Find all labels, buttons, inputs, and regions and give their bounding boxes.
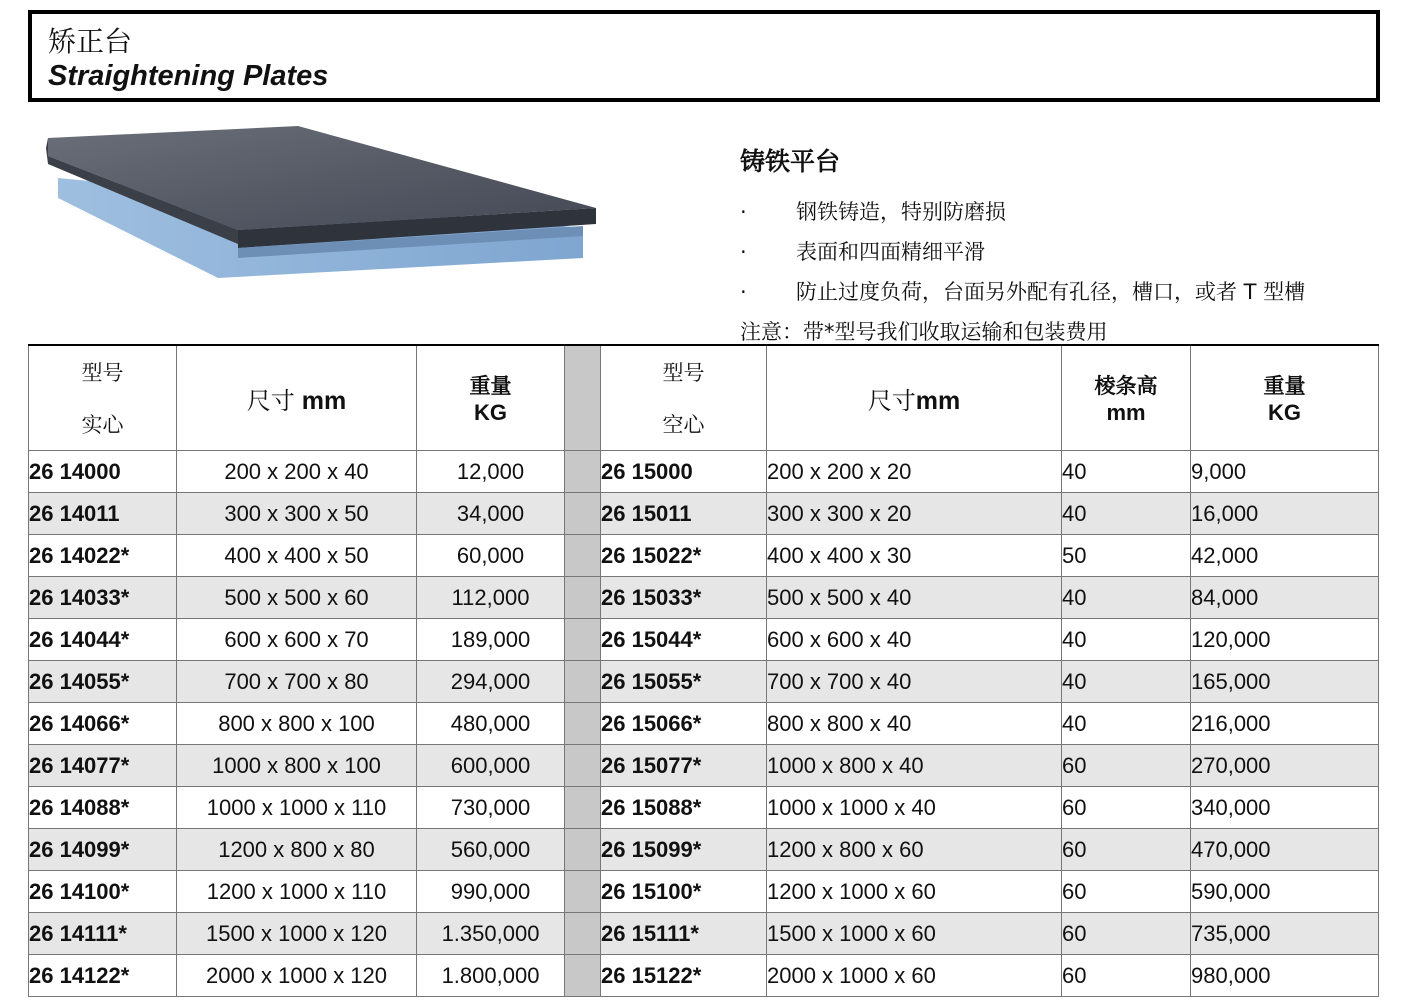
- right-weight: 980,000: [1191, 955, 1379, 997]
- left-size: 600 x 600 x 70: [177, 619, 417, 661]
- right-size: 1000 x 1000 x 40: [767, 787, 1062, 829]
- right-size: 200 x 200 x 20: [767, 451, 1062, 493]
- rib-height: 40: [1062, 577, 1191, 619]
- right-weight: 735,000: [1191, 913, 1379, 955]
- header-rib-height: 棱条高 mm: [1062, 345, 1191, 451]
- right-weight: 120,000: [1191, 619, 1379, 661]
- description-title: 铸铁平台: [740, 147, 841, 176]
- feature-text: 防止过度负荷，台面另外配有孔径，槽口，或者 T 型槽: [796, 280, 1306, 304]
- right-size: 400 x 400 x 30: [767, 535, 1062, 577]
- table-separator: [565, 619, 601, 661]
- left-weight: 730,000: [417, 787, 565, 829]
- rib-height: 40: [1062, 703, 1191, 745]
- right-weight: 165,000: [1191, 661, 1379, 703]
- table-row: [29, 913, 1379, 955]
- table-separator: [565, 345, 601, 451]
- table-separator: [565, 871, 601, 913]
- right-model-code: 26 15011: [601, 493, 767, 535]
- left-model-code: 26 14055*: [29, 661, 177, 703]
- right-model-code: 26 15033*: [601, 577, 767, 619]
- table-separator: [565, 829, 601, 871]
- left-size: 1200 x 1000 x 110: [177, 871, 417, 913]
- right-size: 1200 x 800 x 60: [767, 829, 1062, 871]
- table-separator: [565, 913, 601, 955]
- left-size: 1500 x 1000 x 120: [177, 913, 417, 955]
- left-model-code: 26 14099*: [29, 829, 177, 871]
- shipping-note: 注意：带*型号我们收取运输和包装费用: [740, 320, 1108, 344]
- left-size: 2000 x 1000 x 120: [177, 955, 417, 997]
- right-model-code: 26 15000: [601, 451, 767, 493]
- right-weight: 216,000: [1191, 703, 1379, 745]
- bullet-dot: ·: [740, 200, 747, 224]
- right-weight: 590,000: [1191, 871, 1379, 913]
- table-row: [29, 535, 1379, 577]
- table-separator: [565, 493, 601, 535]
- table-separator: [565, 535, 601, 577]
- rib-height: 40: [1062, 493, 1191, 535]
- left-weight: 990,000: [417, 871, 565, 913]
- bullet-dot: ·: [740, 240, 747, 264]
- table-separator: [565, 703, 601, 745]
- header-weight-right: 重量 KG: [1191, 345, 1379, 451]
- table-row: [29, 451, 1379, 493]
- left-model-code: 26 14066*: [29, 703, 177, 745]
- left-size: 700 x 700 x 80: [177, 661, 417, 703]
- left-weight: 12,000: [417, 451, 565, 493]
- left-model-code: 26 14011: [29, 493, 177, 535]
- rib-height: 60: [1062, 871, 1191, 913]
- right-size: 1500 x 1000 x 60: [767, 913, 1062, 955]
- header-weight-left: 重量 KG: [417, 345, 565, 451]
- left-model-code: 26 14022*: [29, 535, 177, 577]
- header-model-solid: 型号 实心: [29, 345, 177, 451]
- table-row: [29, 619, 1379, 661]
- table-row: [29, 787, 1379, 829]
- left-size: 300 x 300 x 50: [177, 493, 417, 535]
- right-model-code: 26 15044*: [601, 619, 767, 661]
- feature-bullet: [740, 192, 1400, 232]
- right-weight: 16,000: [1191, 493, 1379, 535]
- right-size: 700 x 700 x 40: [767, 661, 1062, 703]
- left-size: 1200 x 800 x 80: [177, 829, 417, 871]
- table-row: [29, 745, 1379, 787]
- title-box: [28, 10, 1380, 102]
- table-row: [29, 955, 1379, 997]
- table-separator: [565, 577, 601, 619]
- header-size-left: 尺寸 mm: [177, 345, 417, 451]
- feature-text: 表面和四面精细平滑: [796, 240, 985, 264]
- table-row: [29, 493, 1379, 535]
- left-weight: 294,000: [417, 661, 565, 703]
- left-model-code: 26 14077*: [29, 745, 177, 787]
- table-separator: [565, 745, 601, 787]
- left-model-code: 26 14111*: [29, 913, 177, 955]
- left-weight: 560,000: [417, 829, 565, 871]
- bullet-dot: ·: [740, 280, 747, 304]
- right-weight: 470,000: [1191, 829, 1379, 871]
- right-weight: 42,000: [1191, 535, 1379, 577]
- left-model-code: 26 14122*: [29, 955, 177, 997]
- right-weight: 340,000: [1191, 787, 1379, 829]
- left-weight: 60,000: [417, 535, 565, 577]
- left-model-code: 26 14100*: [29, 871, 177, 913]
- right-model-code: 26 15066*: [601, 703, 767, 745]
- header-model-hollow: 型号 空心: [601, 345, 767, 451]
- right-size: 2000 x 1000 x 60: [767, 955, 1062, 997]
- right-size: 1000 x 800 x 40: [767, 745, 1062, 787]
- left-weight: 189,000: [417, 619, 565, 661]
- right-model-code: 26 15077*: [601, 745, 767, 787]
- left-weight: 1.800,000: [417, 955, 565, 997]
- left-weight: 480,000: [417, 703, 565, 745]
- right-model-code: 26 15088*: [601, 787, 767, 829]
- right-weight: 9,000: [1191, 451, 1379, 493]
- right-size: 500 x 500 x 40: [767, 577, 1062, 619]
- rib-height: 50: [1062, 535, 1191, 577]
- page-title-zh: 矫正台: [48, 25, 133, 58]
- left-model-code: 26 14044*: [29, 619, 177, 661]
- table-row: [29, 829, 1379, 871]
- right-size: 300 x 300 x 20: [767, 493, 1062, 535]
- left-model-code: 26 14088*: [29, 787, 177, 829]
- right-weight: 270,000: [1191, 745, 1379, 787]
- left-size: 200 x 200 x 40: [177, 451, 417, 493]
- left-weight: 1.350,000: [417, 913, 565, 955]
- left-model-code: 26 14033*: [29, 577, 177, 619]
- product-table: [28, 344, 1379, 997]
- table-row: [29, 577, 1379, 619]
- right-model-code: 26 15055*: [601, 661, 767, 703]
- header-size-right: 尺寸mm: [767, 345, 1062, 451]
- left-size: 800 x 800 x 100: [177, 703, 417, 745]
- left-weight: 112,000: [417, 577, 565, 619]
- left-size: 400 x 400 x 50: [177, 535, 417, 577]
- rib-height: 60: [1062, 913, 1191, 955]
- left-model-code: 26 14000: [29, 451, 177, 493]
- rib-height: 60: [1062, 787, 1191, 829]
- table-row: [29, 871, 1379, 913]
- left-weight: 34,000: [417, 493, 565, 535]
- right-weight: 84,000: [1191, 577, 1379, 619]
- left-weight: 600,000: [417, 745, 565, 787]
- right-model-code: 26 15100*: [601, 871, 767, 913]
- left-size: 500 x 500 x 60: [177, 577, 417, 619]
- rib-height: 40: [1062, 451, 1191, 493]
- rib-height: 40: [1062, 661, 1191, 703]
- left-size: 1000 x 1000 x 110: [177, 787, 417, 829]
- table-header-row: [29, 345, 1379, 451]
- page-title-en: Straightening Plates: [48, 60, 329, 92]
- feature-bullet: [740, 272, 1400, 312]
- rib-height: 60: [1062, 829, 1191, 871]
- rib-height: 60: [1062, 955, 1191, 997]
- table-separator: [565, 955, 601, 997]
- table-separator: [565, 451, 601, 493]
- table-row: [29, 703, 1379, 745]
- rib-height: 60: [1062, 745, 1191, 787]
- right-size: 600 x 600 x 40: [767, 619, 1062, 661]
- table-separator: [565, 661, 601, 703]
- rib-height: 40: [1062, 619, 1191, 661]
- right-size: 800 x 800 x 40: [767, 703, 1062, 745]
- feature-text: 钢铁铸造，特别防磨损: [796, 200, 1006, 224]
- right-size: 1200 x 1000 x 60: [767, 871, 1062, 913]
- right-model-code: 26 15022*: [601, 535, 767, 577]
- table-row: [29, 661, 1379, 703]
- plate-image: [38, 118, 608, 288]
- right-model-code: 26 15099*: [601, 829, 767, 871]
- right-model-code: 26 15122*: [601, 955, 767, 997]
- description-block: [740, 138, 1400, 352]
- table-separator: [565, 787, 601, 829]
- feature-bullet: [740, 232, 1400, 272]
- right-model-code: 26 15111*: [601, 913, 767, 955]
- left-size: 1000 x 800 x 100: [177, 745, 417, 787]
